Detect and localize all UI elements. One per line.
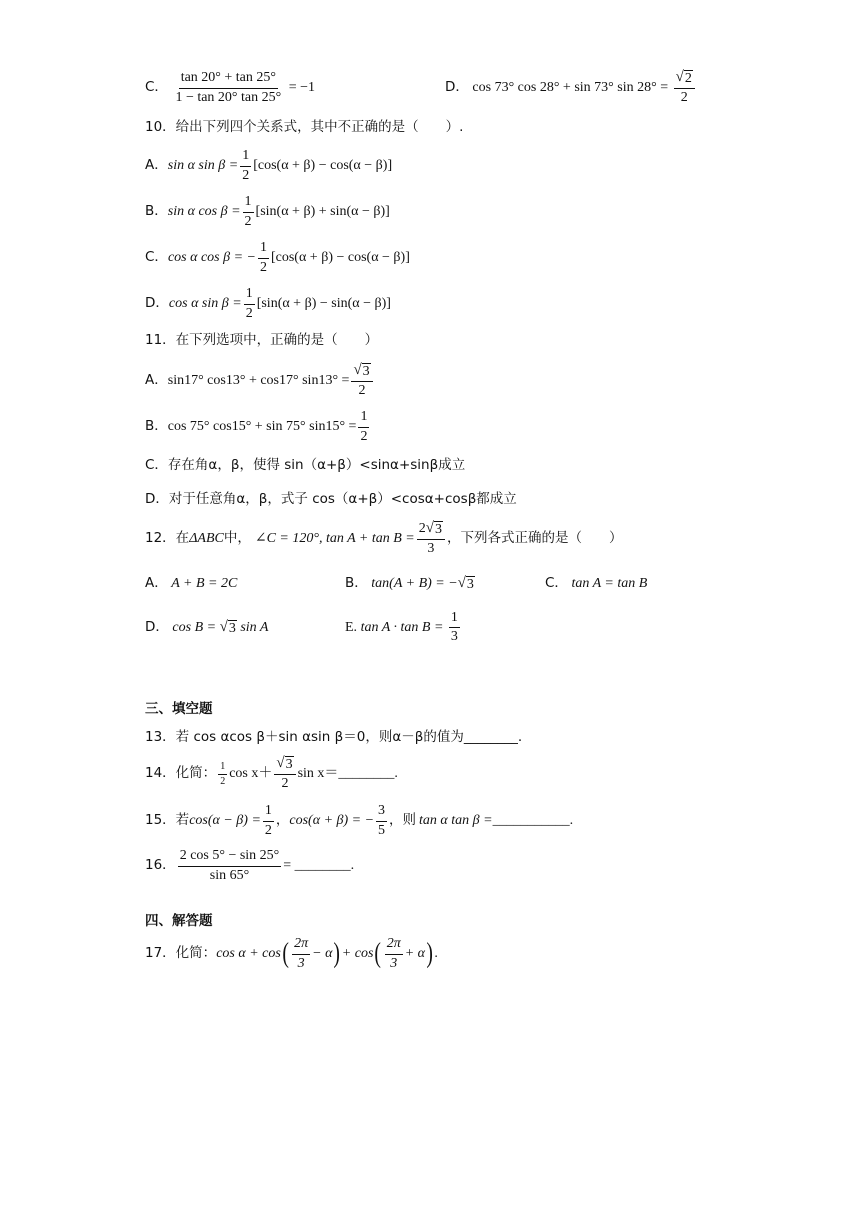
q12-option-e: E. tan A · tan B = $\frac{1}{3}$	[345, 610, 458, 645]
q10-option-b: B． sin α cos β = $\frac{1}{2}$ [sin(α + β) + sin(α − β)]	[145, 194, 390, 229]
q13: 13．若 cos αcos β＋sin αsin β＝0，则α－β的值为________.	[145, 729, 523, 746]
q11-stem: 11．在下列选项中，正确的是（ ）	[145, 332, 379, 349]
q12-options-row2	[145, 610, 800, 648]
q10-stem: 10．给出下列四个关系式，其中不正确的是（ ）.	[145, 119, 464, 136]
q11-option-a: A． sin17° cos13° + cos17° sin13° = √ 3 2	[145, 360, 800, 402]
q16: 16． $\frac{2 \cos 5^\circ - \sin 25^\circ}{\sin 65^\circ}$ = ________.	[145, 848, 355, 883]
q12-option-d: D． cos B = √ 3 sin A	[145, 619, 269, 636]
q10-option-d: D． cos α sin β = $\frac{1}{2}$ [sin(α + β) − sin(α − β)]	[145, 286, 391, 321]
q9-options	[145, 68, 800, 108]
q15: 15．若 cos(α − β) = $\frac{1}{2}$ ， cos(α + β) = − $\frac{3}{5}$ ，则 tan α tan β = ___________.	[145, 803, 574, 838]
q12-option-b: B． tan(A + B) = − √ 3	[345, 574, 474, 592]
q10-option-a: A． sin α sin β = $\frac{1}{2}$ [cos(α + β) − cos(α − β)]	[145, 148, 393, 183]
q9-option-d: D． cos 73° cos 28° + sin 73° sin 28° = √ 2 2	[445, 70, 697, 105]
q10-option-c: C． cos α cos β = − $\frac{1}{2}$ [cos(α + β) − cos(α − β)]	[145, 240, 410, 275]
q9-option-c: C． $\frac{\tan 20^\circ + \tan 25^\circ}{1 - \tan 20^\circ \tan 25^\circ}$ = −1	[145, 70, 316, 105]
q12-option-a: A． A + B = 2C	[145, 575, 238, 591]
q12-option-c: C． tan A = tan B	[545, 575, 648, 591]
q11-option-d: D．对于任意角α，β，式子 cos（α+β）<cosα+cosβ都成立	[145, 491, 517, 508]
fraction-numerator: tan 20° + tan 25°	[179, 70, 278, 88]
q11-option-c: C．存在角α，β，使得 sin（α+β）<sinα+sinβ成立	[145, 457, 466, 474]
q12-options-row1	[145, 574, 800, 594]
section-3-title: 三、填空题	[145, 701, 213, 718]
section-4-title: 四、解答题	[145, 913, 213, 930]
q11-option-b: B． cos 75° cos15° + sin 75° sin15° = $\frac{1}{2}$	[145, 409, 368, 444]
q12-stem: 12．在 ΔABC 中， ∠C = 120°, tan A + tan B = 2 √ 3 3 ，下列各式正确的是（ ）	[145, 520, 623, 556]
q14: 14．化简： $\frac{1}{2}$ cos x＋ √ 3 2 sin x＝________.	[145, 755, 398, 791]
fraction-denominator: 1 − tan 20° tan 25°	[175, 89, 282, 105]
q17: 17．化简： cos α + cos ( $\frac{2\pi}{3}$ − α ) + cos ( $\frac{2\pi}{3}$ + α ) .	[145, 936, 438, 971]
